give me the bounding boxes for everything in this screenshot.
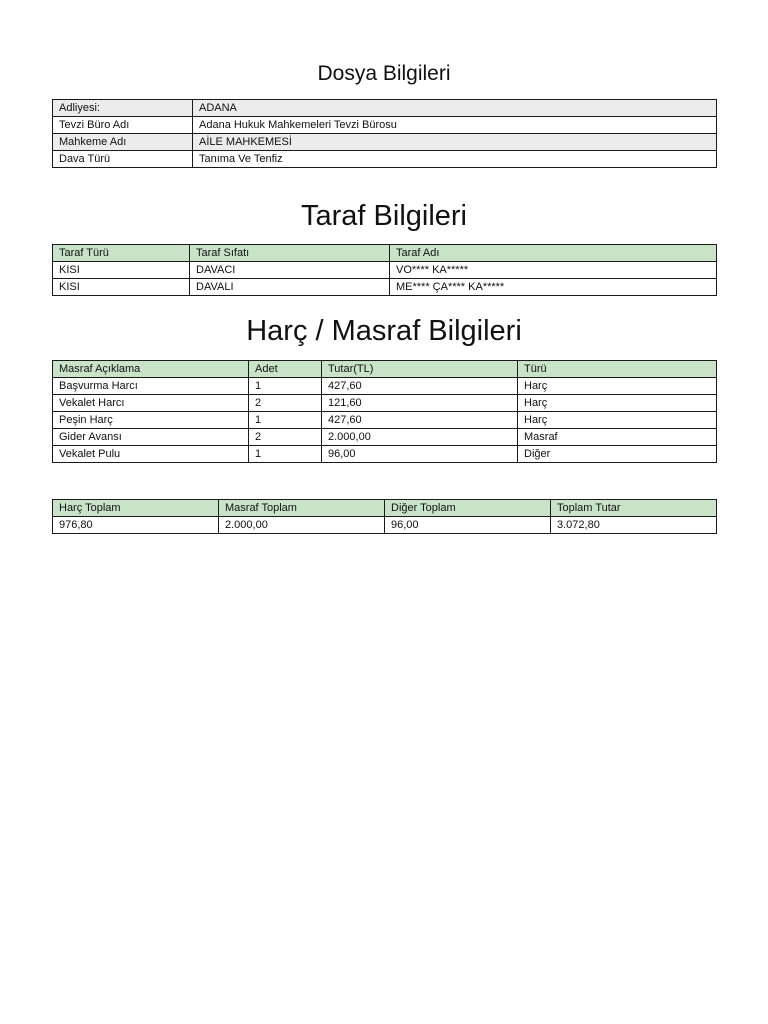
- toplam-tutar-value: 3.072,80: [551, 517, 717, 534]
- table-cell: 2.000,00: [322, 429, 518, 446]
- table-row: [53, 117, 717, 134]
- masraf-title: Harç / Masraf Bilgileri: [246, 315, 522, 347]
- dosya-key: Mahkeme Adı: [53, 134, 193, 151]
- toplam-table: [52, 499, 717, 534]
- column-header: Taraf Adı: [390, 245, 717, 262]
- table-row: [53, 429, 717, 446]
- column-header: Diğer Toplam: [385, 500, 551, 517]
- table-cell: ME**** ÇA**** KA*****: [390, 279, 717, 296]
- table-cell: 427,60: [322, 378, 518, 395]
- column-header: Toplam Tutar: [551, 500, 717, 517]
- dosya-value: Adana Hukuk Mahkemeleri Tevzi Bürosu: [193, 117, 717, 134]
- table-cell: Masraf: [518, 429, 717, 446]
- table-row: [53, 262, 717, 279]
- dosya-key: Dava Türü: [53, 151, 193, 168]
- table-cell: Diğer: [518, 446, 717, 463]
- dosya-value: ADANA: [193, 100, 717, 117]
- table-cell: Vekalet Pulu: [53, 446, 249, 463]
- table-cell: 121,60: [322, 395, 518, 412]
- table-cell: Harç: [518, 412, 717, 429]
- table-row: [53, 100, 717, 117]
- column-header: Masraf Açıklama: [53, 361, 249, 378]
- column-header: Taraf Sıfatı: [190, 245, 390, 262]
- dosya-value: AİLE MAHKEMESİ: [193, 134, 717, 151]
- table-row: [53, 378, 717, 395]
- harc-toplam-value: 976,80: [53, 517, 219, 534]
- table-row: [53, 446, 717, 463]
- table-cell: 1: [249, 446, 322, 463]
- dosya-title: Dosya Bilgileri: [317, 62, 451, 85]
- table-cell: KISI: [53, 262, 190, 279]
- table-cell: VO**** KA*****: [390, 262, 717, 279]
- table-cell: DAVACI: [190, 262, 390, 279]
- column-header: Masraf Toplam: [219, 500, 385, 517]
- table-cell: Peşin Harç: [53, 412, 249, 429]
- dosya-value: Tanıma Ve Tenfiz: [193, 151, 717, 168]
- table-cell: 2: [249, 429, 322, 446]
- table-cell: Başvurma Harcı: [53, 378, 249, 395]
- table-cell: 1: [249, 378, 322, 395]
- column-header: Tutar(TL): [322, 361, 518, 378]
- table-cell: Harç: [518, 378, 717, 395]
- table-cell: KISI: [53, 279, 190, 296]
- masraf-toplam-value: 2.000,00: [219, 517, 385, 534]
- table-row: [53, 517, 717, 534]
- dosya-table: [52, 99, 717, 168]
- table-cell: 427,60: [322, 412, 518, 429]
- dosya-key: Adliyesi:: [53, 100, 193, 117]
- masraf-table: [52, 360, 717, 463]
- column-header: Harç Toplam: [53, 500, 219, 517]
- table-cell: DAVALI: [190, 279, 390, 296]
- column-header: Taraf Türü: [53, 245, 190, 262]
- table-header-row: [53, 500, 717, 517]
- table-row: [53, 134, 717, 151]
- column-header: Adet: [249, 361, 322, 378]
- table-cell: Vekalet Harcı: [53, 395, 249, 412]
- table-cell: Harç: [518, 395, 717, 412]
- taraf-title: Taraf Bilgileri: [301, 200, 467, 232]
- dosya-key: Tevzi Büro Adı: [53, 117, 193, 134]
- diger-toplam-value: 96,00: [385, 517, 551, 534]
- table-cell: 2: [249, 395, 322, 412]
- table-row: [53, 279, 717, 296]
- column-header: Türü: [518, 361, 717, 378]
- table-row: [53, 412, 717, 429]
- table-row: [53, 151, 717, 168]
- table-cell: 96,00: [322, 446, 518, 463]
- taraf-table: [52, 244, 717, 296]
- table-cell: Gider Avansı: [53, 429, 249, 446]
- table-row: [53, 395, 717, 412]
- table-header-row: [53, 245, 717, 262]
- table-cell: 1: [249, 412, 322, 429]
- table-header-row: [53, 361, 717, 378]
